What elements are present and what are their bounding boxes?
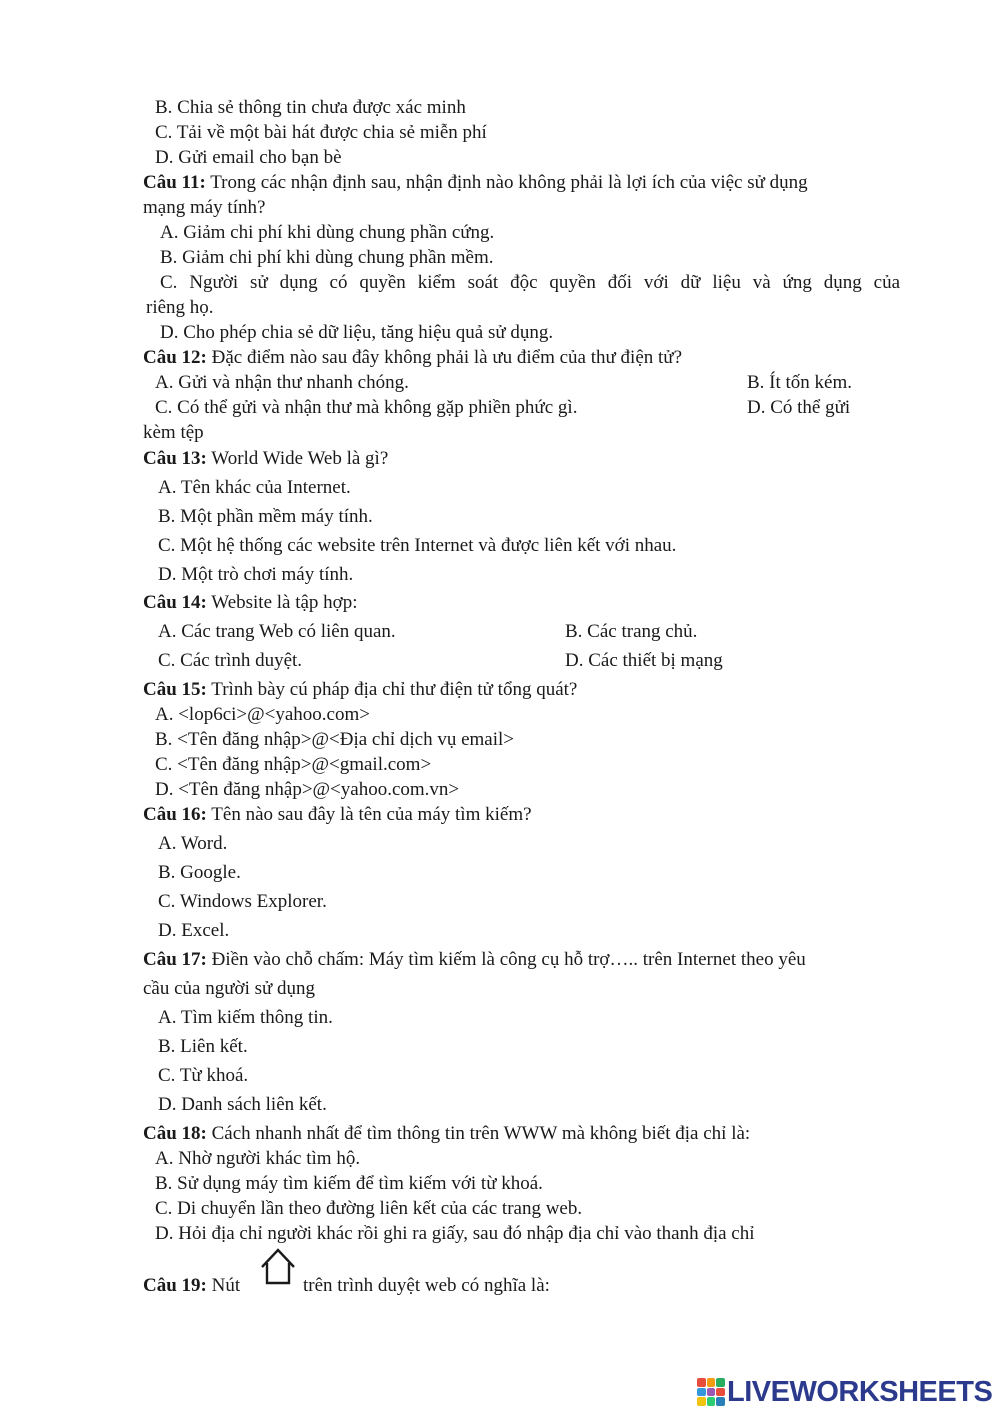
question-11-cont: mạng máy tính? (143, 197, 266, 218)
question-label: Câu 11: (143, 172, 206, 193)
question-19-text-after: trên trình duyệt web có nghĩa là: (303, 1275, 550, 1296)
q11-option-c-cont: riêng họ. (146, 297, 214, 318)
question-18 (143, 1122, 750, 1146)
question-text: World Wide Web là gì? (206, 448, 389, 469)
q15-option-d[interactable]: D. <Tên đăng nhập>@<yahoo.com.vn> (155, 779, 460, 800)
question-16 (143, 803, 532, 827)
q15-option-a[interactable]: A. <lop6ci>@<yahoo.com> (155, 704, 370, 725)
q17-option-c[interactable]: C. Từ khoá. (158, 1065, 249, 1086)
q14-option-c[interactable]: C. Các trình duyệt. (158, 650, 303, 671)
q18-option-c[interactable]: C. Di chuyển lần theo đường liên kết của các trang web. (155, 1198, 583, 1219)
liveworksheets-logo-icon (697, 1378, 725, 1406)
q18-option-b[interactable]: B. Sử dụng máy tìm kiếm để tìm kiếm với từ khoá. (155, 1173, 543, 1194)
q17-option-b[interactable]: B. Liên kết. (158, 1036, 248, 1057)
q12-option-c[interactable]: C. Có thể gửi và nhận thư mà không gặp phiền phức gì. (155, 397, 578, 418)
q11-option-a[interactable]: A. Giảm chi phí khi dùng chung phần cứng. (160, 222, 495, 243)
prev-option-b: B. Chia sẻ thông tin chưa được xác minh (155, 97, 466, 118)
q13-option-a[interactable]: A. Tên khác của Internet. (158, 477, 351, 498)
q16-option-c[interactable]: C. Windows Explorer. (158, 891, 327, 912)
prev-option-c: C. Tải về một bài hát được chia sẻ miễn phí (155, 122, 487, 143)
liveworksheets-logo[interactable] (697, 1376, 992, 1408)
question-label: Câu 12: (143, 347, 207, 368)
question-label: Câu 14: (143, 592, 207, 613)
liveworksheets-logo-text: LIVEWORKSHEETS (727, 1375, 993, 1408)
q12-option-b[interactable]: B. Ít tốn kém. (747, 372, 853, 393)
question-14 (143, 591, 358, 615)
q18-option-a[interactable]: A. Nhờ người khác tìm hộ. (155, 1148, 361, 1169)
q16-option-d[interactable]: D. Excel. (158, 920, 230, 941)
q14-option-a[interactable]: A. Các trang Web có liên quan. (158, 621, 396, 642)
question-text: Website là tập hợp: (206, 592, 358, 613)
question-text: Tên nào sau đây là tên của máy tìm kiếm? (206, 804, 532, 825)
question-label: Câu 18: (143, 1123, 207, 1144)
q14-option-d[interactable]: D. Các thiết bị mạng (565, 650, 723, 671)
q17-option-d[interactable]: D. Danh sách liên kết. (158, 1094, 327, 1115)
q11-option-d[interactable]: D. Cho phép chia sẻ dữ liệu, tăng hiệu quả sử dụng. (160, 322, 554, 343)
q15-option-b[interactable]: B. <Tên đăng nhập>@<Địa chỉ dịch vụ email> (155, 729, 514, 750)
q11-option-c[interactable] (160, 271, 900, 295)
question-text: Nút (206, 1275, 241, 1296)
question-text: Đặc điểm nào sau đây không phải là ưu điểm của thư điện tử? (206, 347, 683, 368)
q11-option-b[interactable]: B. Giảm chi phí khi dùng chung phần mềm. (160, 247, 494, 268)
home-icon (258, 1245, 298, 1287)
question-text: Cách nhanh nhất để tìm thông tin trên WWW mà không biết địa chỉ là: (206, 1123, 751, 1144)
question-text: Trong các nhận định sau, nhận định nào không phải là lợi ích của việc sử dụng (205, 172, 808, 193)
question-text: Điền vào chỗ chấm: Máy tìm kiếm là công cụ hỗ trợ….. trên Internet theo yêu (206, 949, 806, 970)
q16-option-b[interactable]: B. Google. (158, 862, 241, 883)
question-12 (143, 346, 682, 370)
question-17-cont: cầu của người sử dụng (143, 978, 316, 999)
q13-option-b[interactable]: B. Một phần mềm máy tính. (158, 506, 373, 527)
q15-option-c[interactable]: C. <Tên đăng nhập>@<gmail.com> (155, 754, 432, 775)
question-11 (143, 171, 808, 195)
question-label: Câu 15: (143, 679, 207, 700)
question-17 (143, 948, 806, 972)
q17-option-a[interactable]: A. Tìm kiếm thông tin. (158, 1007, 333, 1028)
q12-option-a[interactable]: A. Gửi và nhận thư nhanh chóng. (155, 372, 409, 393)
q14-option-b[interactable]: B. Các trang chủ. (565, 621, 698, 642)
q18-option-d[interactable]: D. Hỏi địa chỉ người khác rồi ghi ra giấy, sau đó nhập địa chỉ vào thanh địa chỉ (155, 1223, 755, 1244)
question-label: Câu 17: (143, 949, 207, 970)
question-label: Câu 16: (143, 804, 207, 825)
q13-option-c[interactable]: C. Một hệ thống các website trên Internet và được liên kết với nhau. (158, 535, 677, 556)
question-15 (143, 678, 577, 702)
question-label: Câu 13: (143, 448, 207, 469)
question-19 (143, 1274, 240, 1298)
q13-option-d[interactable]: D. Một trò chơi máy tính. (158, 564, 354, 585)
q12-option-d-cont: kèm tệp (143, 422, 204, 443)
q11-option-c-line1: C. Người sử dụng có quyền kiểm soát độc quyền đối với dữ liệu và ứng dụng của (160, 272, 900, 293)
q12-option-d[interactable]: D. Có thể gửi (747, 397, 851, 418)
prev-option-d: D. Gửi email cho bạn bè (155, 147, 342, 168)
question-label: Câu 19: (143, 1275, 207, 1296)
question-13 (143, 447, 388, 471)
question-text: Trình bày cú pháp địa chỉ thư điện tử tổng quát? (206, 679, 578, 700)
q16-option-a[interactable]: A. Word. (158, 833, 228, 854)
